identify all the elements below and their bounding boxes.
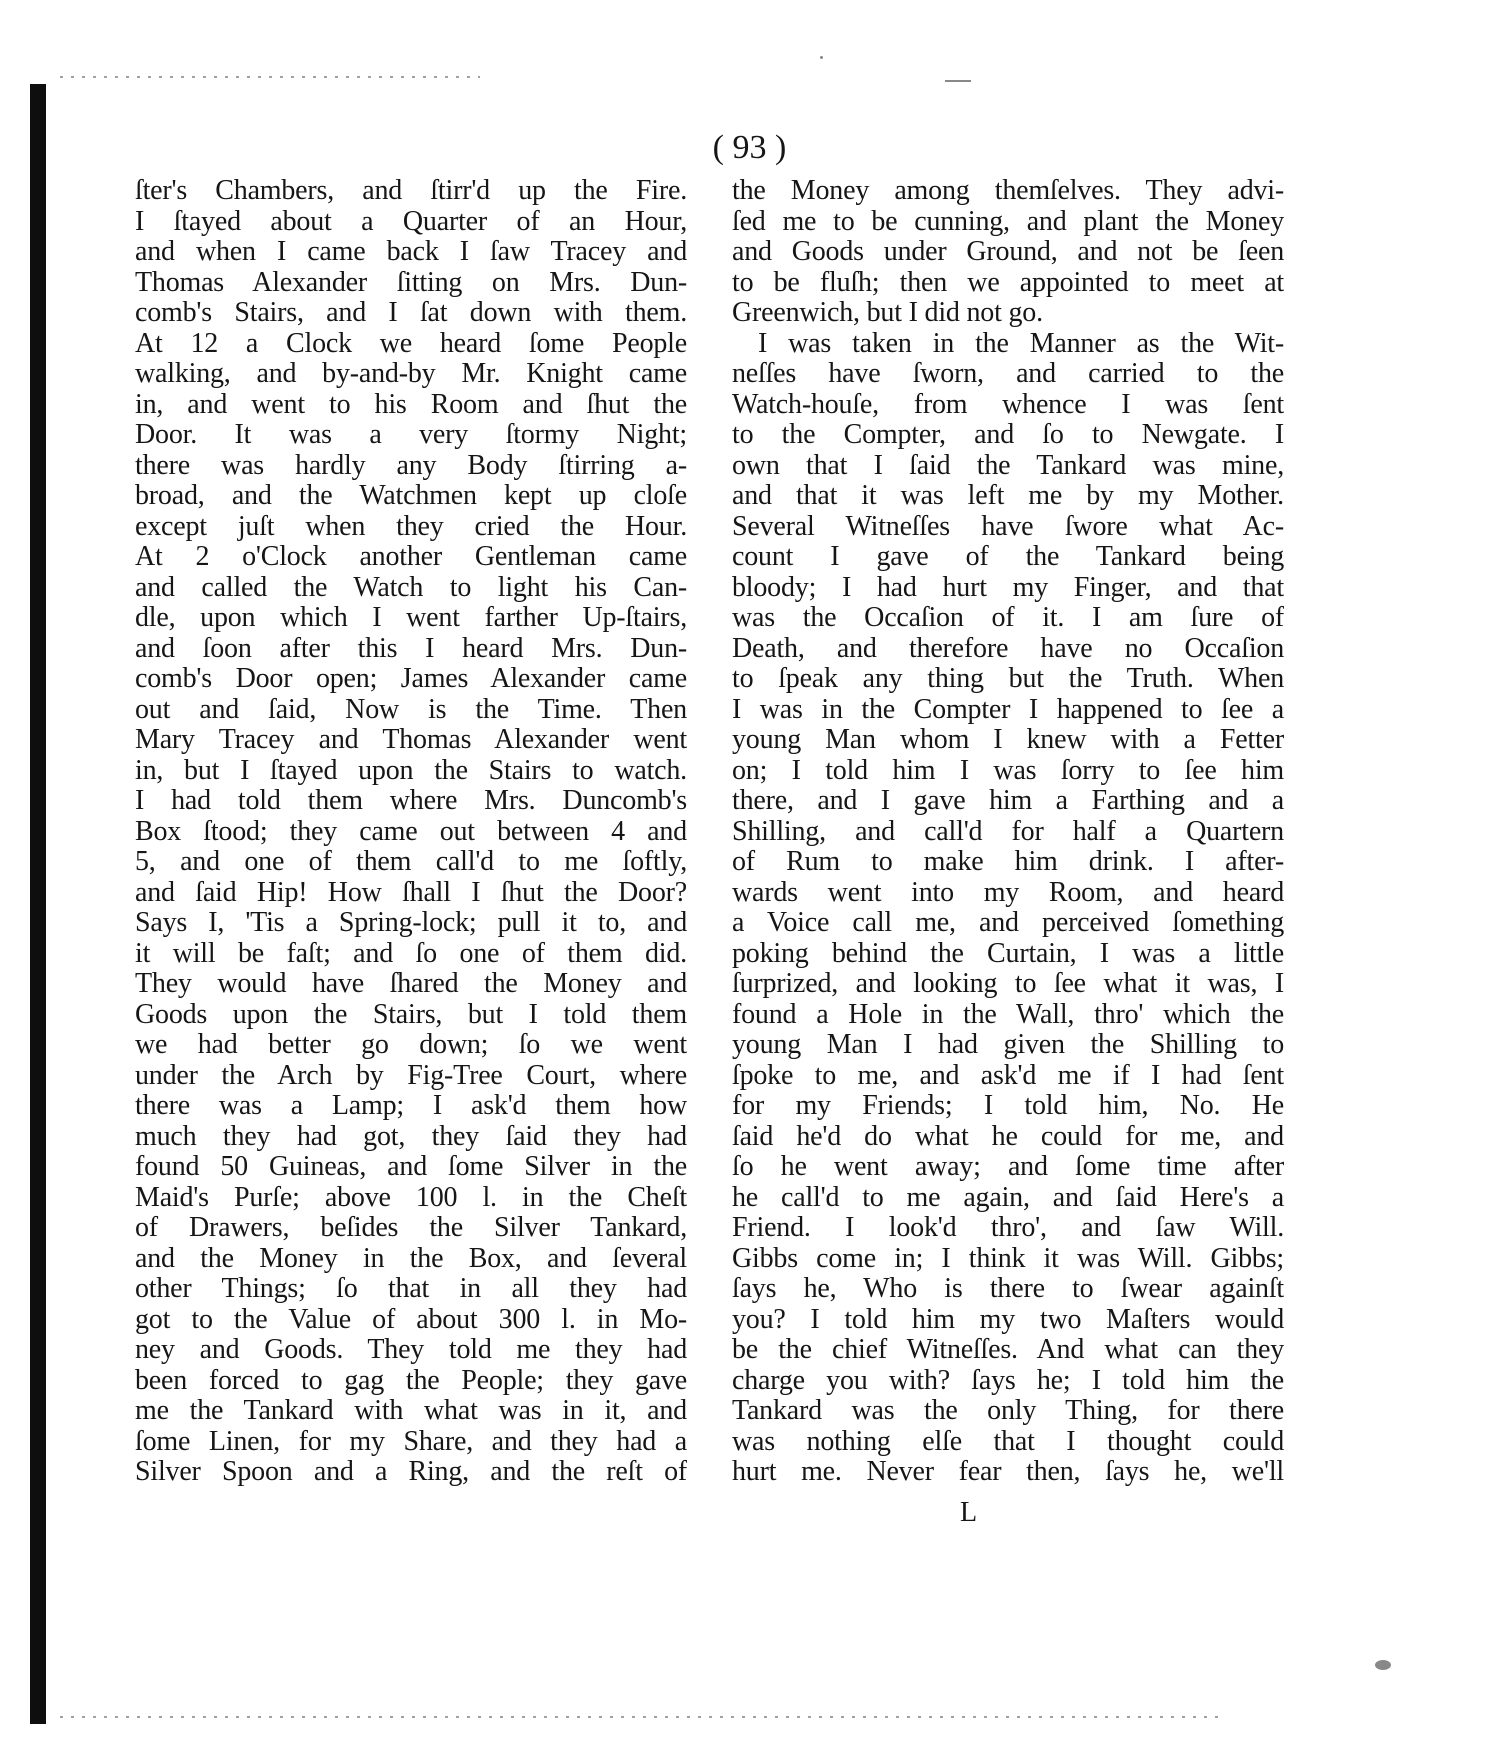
text-line: comb's Stairs, and I ſat down with them. [135,298,687,328]
text-line: found 50 Guineas, and ſome Silver in the [135,1152,687,1182]
text-line: there was a Lamp; I ask'd them how [135,1091,687,1121]
text-line: of Drawers, beſides the Silver Tankard, [135,1213,687,1243]
text-line: wards went into my Room, and heard [732,877,1284,908]
text-line: hurt me. Never fear then, ſays he, we'll [732,1457,1284,1487]
text-line: young Man whom I knew with a Fetter [732,725,1284,755]
text-line: Box ſtood; they came out between 4 and [135,816,687,847]
text-line: it will be faſt; and ſo one of them did. [135,938,687,969]
text-line: Watch-houſe, from whence I was ſent [732,389,1284,420]
text-line: be the chief Witneſſes. And what can they [732,1335,1284,1365]
text-line: ſed me to be cunning, and plant the Money [732,206,1284,237]
right-column [732,176,1284,1488]
text-line: young Man I had given the Shilling to [732,1030,1284,1060]
text-line: except juſt when they cried the Hour. [135,511,687,542]
text-line: Says I, 'Tis a Spring-lock; pull it to, and [135,908,687,938]
text-line: Silver Spoon and a Ring, and the reſt of [135,1457,687,1487]
text-line: ſpoke to me, and ask'd me if I had ſent [732,1060,1284,1091]
text-line: Gibbs come in; I think it was Will. Gibbs; [732,1243,1284,1274]
left-column [135,176,687,1488]
text-line: own that I ſaid the Tankard was mine, [732,450,1284,481]
text-line: ſter's Chambers, and ſtirr'd up the Fire. [135,176,687,206]
text-line: 5, and one of them call'd to me ſoftly, [135,847,687,877]
text-line: he call'd to me again, and ſaid Here's a [732,1182,1284,1213]
text-line: Maid's Purſe; above 100 l. in the Cheſt [135,1182,687,1213]
text-line: Mary Tracey and Thomas Alexander went [135,725,687,755]
text-line: under the Arch by Fig-Tree Court, where [135,1060,687,1091]
text-line: been forced to gag the People; they gave [135,1365,687,1396]
catchword: L [960,1497,978,1528]
text-line: Several Witneſſes have ſwore what Ac- [732,511,1284,542]
text-line: Thomas Alexander ſitting on Mrs. Dun- [135,267,687,298]
text-line: there was hardly any Body ſtirring a- [135,450,687,481]
scan-speck [1375,1660,1391,1670]
text-line: to be fluſh; then we appointed to meet at [732,267,1284,298]
text-line: At 12 a Clock we heard ſome People [135,328,687,359]
text-line: neſſes have ſworn, and carried to the [732,359,1284,389]
text-line: we had better go down; ſo we went [135,1030,687,1060]
text-line: poking behind the Curtain, I was a little [732,938,1284,969]
text-line: Goods upon the Stairs, but I told them [135,999,687,1030]
text-line: walking, and by-and-by Mr. Knight came [135,359,687,389]
text-line: ſome Linen, for my Share, and they had a [135,1426,687,1457]
text-line: other Things; ſo that in all they had [135,1274,687,1304]
text-line: Door. It was a very ſtormy Night; [135,420,687,450]
page-number: ( 93 ) [712,129,787,166]
text-line: got to the Value of about 300 l. in Mo- [135,1304,687,1335]
text-line: to ſpeak any thing but the Truth. When [732,664,1284,694]
text-line: ſaid he'd do what he could for me, and [732,1121,1284,1152]
text-line: I was in the Compter I happened to ſee a [732,694,1284,725]
text-line: out and ſaid, Now is the Time. Then [135,694,687,725]
text-line: charge you with? ſays he; I told him the [732,1365,1284,1396]
text-line: Friend. I look'd thro', and ſaw Will. [732,1213,1284,1243]
scan-speck [820,56,823,59]
text-line: the Money among themſelves. They advi- [732,176,1284,206]
text-line: They would have ſhared the Money and [135,969,687,999]
text-line: At 2 o'Clock another Gentleman came [135,542,687,572]
text-line: I was taken in the Manner as the Wit- [758,328,1284,359]
text-line: Death, and therefore have no Occaſion [732,633,1284,664]
text-line: on; I told him I was ſorry to ſee him [732,755,1284,786]
text-line: I ſtayed about a Quarter of an Hour, [135,206,687,237]
text-line: and the Money in the Box, and ſeveral [135,1243,687,1274]
scan-noise-bottom [60,1716,1220,1718]
text-line: and Goods under Ground, and not be ſeen [732,237,1284,267]
text-line: Shilling, and call'd for half a Quartern [732,816,1284,847]
text-line: much they had got, they ſaid they had [135,1121,687,1152]
text-line: to the Compter, and ſo to Newgate. I [732,420,1284,450]
text-line: and ſoon after this I heard Mrs. Dun- [135,633,687,664]
text-line: in, and went to his Room and ſhut the [135,389,687,420]
text-line: me the Tankard with what was in it, and [135,1396,687,1426]
text-line: was nothing elſe that I thought could [732,1426,1284,1457]
text-line: for my Friends; I told him, No. He [732,1091,1284,1121]
text-line: you? I told him my two Maſters would [732,1304,1284,1335]
text-line: broad, and the Watchmen kept up cloſe [135,481,687,511]
text-line: ſo he went away; and ſome time after [732,1152,1284,1182]
text-line: dle, upon which I went farther Up-ſtairs, [135,603,687,633]
text-line: and ſaid Hip! How ſhall I ſhut the Door? [135,877,687,908]
scan-speck [945,80,971,82]
scan-noise-top [60,76,480,78]
text-line: ſays he, Who is there to ſwear againſt [732,1274,1284,1304]
text-line: and called the Watch to light his Can- [135,572,687,603]
text-line: of Rum to make him drink. I after- [732,847,1284,877]
text-line: comb's Door open; James Alexander came [135,664,687,694]
text-line: in, but I ſtayed upon the Stairs to watch. [135,755,687,786]
text-line: Greenwich, but I did not go. [732,298,1043,328]
text-line: was the Occaſion of it. I am ſure of [732,603,1284,633]
text-line: I had told them where Mrs. Duncomb's [135,786,687,816]
text-line: and that it was left me by my Mother. [732,481,1284,511]
text-line: bloody; I had hurt my Finger, and that [732,572,1284,603]
binding-shadow [30,84,46,1724]
text-line: a Voice call me, and perceived ſomething [732,908,1284,938]
text-line: ſurprized, and looking to ſee what it was, I [732,969,1284,999]
text-line: ney and Goods. They told me they had [135,1335,687,1365]
text-line: and when I came back I ſaw Tracey and [135,237,687,267]
text-line: count I gave of the Tankard being [732,542,1284,572]
text-line: found a Hole in the Wall, thro' which the [732,999,1284,1030]
text-line: there, and I gave him a Farthing and a [732,786,1284,816]
text-line: Tankard was the only Thing, for there [732,1396,1284,1426]
